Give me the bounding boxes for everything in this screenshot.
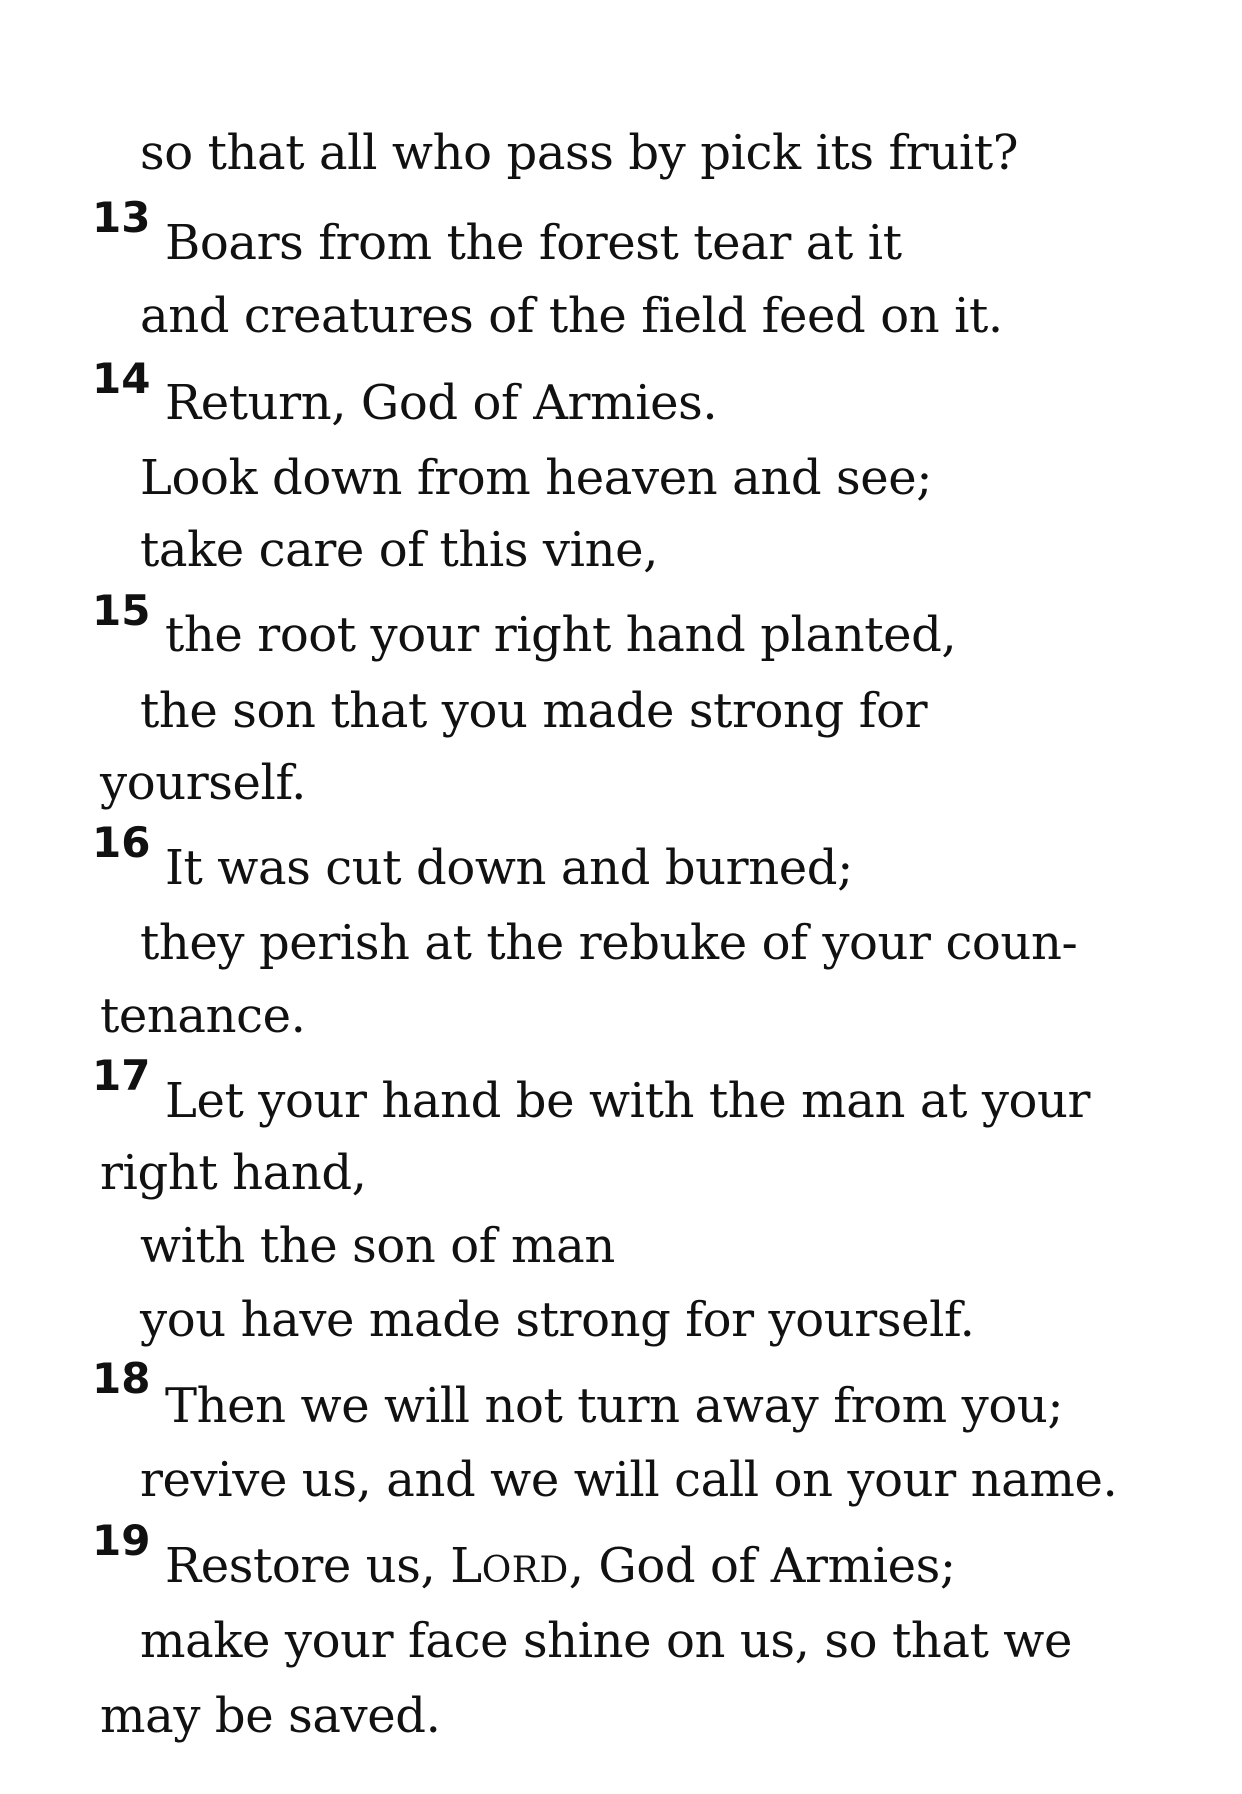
- divine-name-initial: L: [450, 1538, 482, 1594]
- text-line: Then we will not turn away from you;: [165, 1378, 1064, 1434]
- text-line: revive us, and we will call on your name.: [140, 1452, 1118, 1508]
- verse-number: 15: [92, 586, 151, 635]
- verse-number: 18: [92, 1354, 151, 1403]
- verse-number: 17: [92, 1051, 151, 1100]
- text-line: tenance.: [100, 988, 306, 1044]
- verse-number: 13: [92, 193, 151, 242]
- text-line: right hand,: [100, 1145, 367, 1201]
- divine-name: [450, 1538, 568, 1594]
- text-line: and creatures of the field feed on it.: [140, 288, 1003, 344]
- text-line: you have made strong for yourself.: [140, 1292, 975, 1348]
- text-line: Let your hand be with the man at your: [165, 1073, 1091, 1129]
- verse-number: 19: [92, 1516, 151, 1565]
- text-line: they perish at the rebuke of your coun-: [140, 915, 1078, 971]
- text-line: [165, 1538, 956, 1599]
- text-line: Look down from heaven and see;: [140, 450, 933, 506]
- text-line: so that all who pass by pick its fruit?: [140, 125, 1019, 181]
- text-line: Boars from the forest tear at it: [165, 215, 902, 271]
- text-line: It was cut down and burned;: [165, 840, 853, 896]
- verse-number: 14: [92, 354, 151, 403]
- text-line: may be saved.: [100, 1688, 441, 1744]
- divine-name-small-caps: ORD: [481, 1550, 569, 1591]
- text-line: take care of this vine,: [140, 522, 658, 578]
- text-line: the root your right hand planted,: [165, 607, 957, 663]
- text-line: Return, God of Armies.: [165, 375, 718, 431]
- text-segment: , God of Armies;: [568, 1538, 956, 1594]
- text-line: yourself.: [100, 755, 306, 811]
- text-line: with the son of man: [140, 1218, 615, 1274]
- verse-number: 16: [92, 818, 151, 867]
- text-line: make your face shine on us, so that we: [140, 1613, 1073, 1669]
- text-segment: Restore us,: [165, 1538, 451, 1594]
- text-line: the son that you made strong for: [140, 683, 928, 739]
